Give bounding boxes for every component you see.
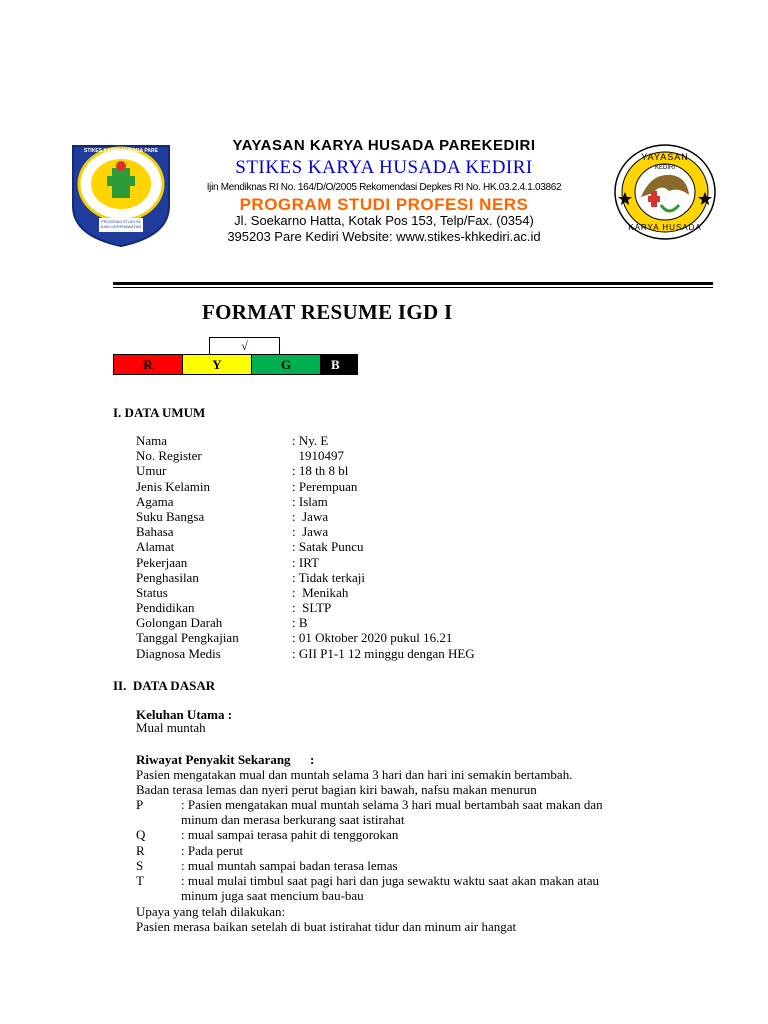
pqrst-value: : Pada perut bbox=[181, 842, 244, 858]
pqrst-key: R bbox=[136, 842, 145, 858]
field-value: : GII P1-1 12 minggu dengan HEG bbox=[292, 645, 475, 661]
pqrst-value-cont: minum dan merasa berkurang saat istirahat bbox=[181, 812, 405, 828]
pqrst-value: : mual sampai terasa pahit di tenggorokan bbox=[181, 827, 399, 843]
upaya-value: Pasien merasa baikan setelah di buat istirahat tidur dan minum air hangat bbox=[136, 919, 517, 934]
field-label: Jenis Kelamin bbox=[136, 478, 211, 494]
foundation-name: YAYASAN KARYA HUSADA PAREKEDIRI bbox=[232, 137, 536, 154]
field-value: : Ny. E bbox=[292, 433, 329, 448]
field-label: Pekerjaan bbox=[136, 554, 188, 570]
pqrst-item bbox=[136, 797, 716, 812]
left-logo-subtext: PROGRAM STUDI S1 ILMU KEPERAWATAN bbox=[100, 219, 142, 229]
field-value: : SLTP bbox=[292, 600, 332, 616]
field-value: : Satak Puncu bbox=[292, 539, 364, 555]
pqrst-value: : mual muntah sampai badan terasa lemas bbox=[181, 857, 398, 873]
field-row bbox=[136, 570, 475, 585]
pqrst-key: P bbox=[136, 797, 144, 812]
field-label: Status bbox=[136, 584, 168, 600]
field-label: Golongan Darah bbox=[136, 615, 223, 631]
field-row bbox=[136, 646, 475, 661]
address-line-1: Jl. Soekarno Hatta, Kotak Pos 153, Telp/Fax. (0354) bbox=[234, 213, 534, 228]
field-row bbox=[136, 615, 475, 630]
pqrst-key: S bbox=[136, 857, 144, 873]
section-data-dasar-heading: II. DATA DASAR bbox=[113, 678, 216, 693]
pqrst-item bbox=[136, 873, 716, 888]
field-value: : IRT bbox=[292, 554, 320, 570]
field-value: 1910497 bbox=[292, 448, 344, 464]
field-row bbox=[136, 600, 475, 615]
field-label: No. Register bbox=[136, 448, 202, 464]
upaya-label: Upaya yang telah dilakukan: bbox=[136, 904, 286, 919]
institution-name: STIKES KARYA HUSADA KEDIRI bbox=[235, 157, 533, 178]
field-row bbox=[136, 448, 475, 463]
pqrst-value: : Pasien mengatakan mual muntah selama 3 hari mual bertambah saat makan dan bbox=[181, 797, 603, 812]
section-data-umum-heading: I. DATA UMUM bbox=[113, 405, 206, 420]
pqrst-item bbox=[136, 843, 716, 858]
field-label: Nama bbox=[136, 433, 168, 448]
riwayat-penyakit-label: Riwayat Penyakit Sekarang : bbox=[136, 752, 315, 767]
page-title: FORMAT RESUME IGD I bbox=[202, 300, 453, 324]
pqrst-continuation bbox=[136, 812, 716, 827]
pqrst-value-cont: minum juga saat mencium bau-bau bbox=[181, 888, 364, 904]
field-value: : 18 th 8 bl bbox=[292, 463, 349, 479]
riwayat-line-1: Pasien mengatakan mual dan muntah selama 3 hari dan hari ini semakin bertambah. bbox=[136, 767, 573, 782]
header-rule-thin bbox=[113, 287, 713, 288]
triage-yellow: Y bbox=[183, 355, 252, 374]
right-logo-top-text: YAYASAN bbox=[641, 152, 689, 162]
pqrst-continuation bbox=[136, 888, 716, 903]
pqrst-item bbox=[136, 858, 716, 873]
field-row bbox=[136, 433, 475, 448]
triage-check-mark: √ bbox=[209, 337, 280, 355]
field-row bbox=[136, 585, 475, 600]
right-logo-mid-text: KEDIRI bbox=[654, 165, 675, 171]
field-row bbox=[136, 494, 475, 509]
field-value: : Menikah bbox=[292, 584, 349, 600]
field-value: : Perempuan bbox=[292, 478, 358, 494]
field-label: Diagnosa Medis bbox=[136, 645, 221, 661]
right-logo-bottom-text: KARYA HUSADA bbox=[628, 223, 702, 232]
program-name: PROGRAM STUDI PROFESI NERS bbox=[239, 195, 529, 214]
field-value: : Islam bbox=[292, 493, 328, 509]
field-label: Agama bbox=[136, 493, 174, 509]
permit-line: Ijin Mendiknas RI No. 164/D/O/2005 Rekomendasi Depkes RI No. HK.03.2.4.1.03862 bbox=[206, 182, 562, 193]
pqrst-key: Q bbox=[136, 827, 146, 843]
field-label: Bahasa bbox=[136, 524, 174, 540]
field-label: Tanggal Pengkajian bbox=[136, 630, 239, 646]
left-logo-ring-text: STIKES KARYA HUSADA PARE KEDIRI bbox=[84, 148, 158, 160]
triage-green: G bbox=[252, 355, 321, 374]
pqrst-value: : mual mulai timbul saat pagi hari dan juga sewaktu waktu saat akan makan atau bbox=[181, 873, 600, 889]
field-label: Pendidikan bbox=[136, 600, 195, 616]
field-label: Umur bbox=[136, 463, 167, 479]
field-row bbox=[136, 539, 475, 554]
pqrst-key: T bbox=[136, 873, 144, 889]
keluhan-utama-label: Keluhan Utama : bbox=[136, 707, 233, 722]
triage-red: R bbox=[114, 355, 183, 374]
field-row bbox=[136, 479, 475, 494]
pqrst-list bbox=[136, 797, 716, 903]
field-row bbox=[136, 555, 475, 570]
keluhan-utama-value: Mual muntah bbox=[136, 720, 206, 735]
field-label: Alamat bbox=[136, 539, 175, 555]
triage-black: B bbox=[321, 355, 357, 374]
field-value: : 01 Oktober 2020 pukul 16.21 bbox=[292, 630, 453, 646]
address-line-2: 395203 Pare Kediri Website: www.stikes-khkediri.ac.id bbox=[227, 229, 541, 244]
field-value: : Tidak terkaji bbox=[292, 569, 365, 585]
field-row bbox=[136, 509, 475, 524]
field-label: Penghasilan bbox=[136, 569, 199, 585]
triage-color-bar bbox=[113, 354, 358, 375]
field-value: : B bbox=[292, 615, 308, 631]
field-value: : Jawa bbox=[292, 508, 329, 524]
field-row bbox=[136, 630, 475, 645]
riwayat-line-2: Badan terasa lemas dan nyeri perut bagian kiri bawah, nafsu makan menurun bbox=[136, 782, 537, 797]
patient-identity-list bbox=[136, 433, 475, 661]
field-label: Suku Bangsa bbox=[136, 508, 205, 524]
field-row bbox=[136, 463, 475, 478]
header-rule-thick bbox=[113, 282, 713, 285]
field-row bbox=[136, 524, 475, 539]
field-value: : Jawa bbox=[292, 524, 329, 540]
pqrst-item bbox=[136, 827, 716, 842]
